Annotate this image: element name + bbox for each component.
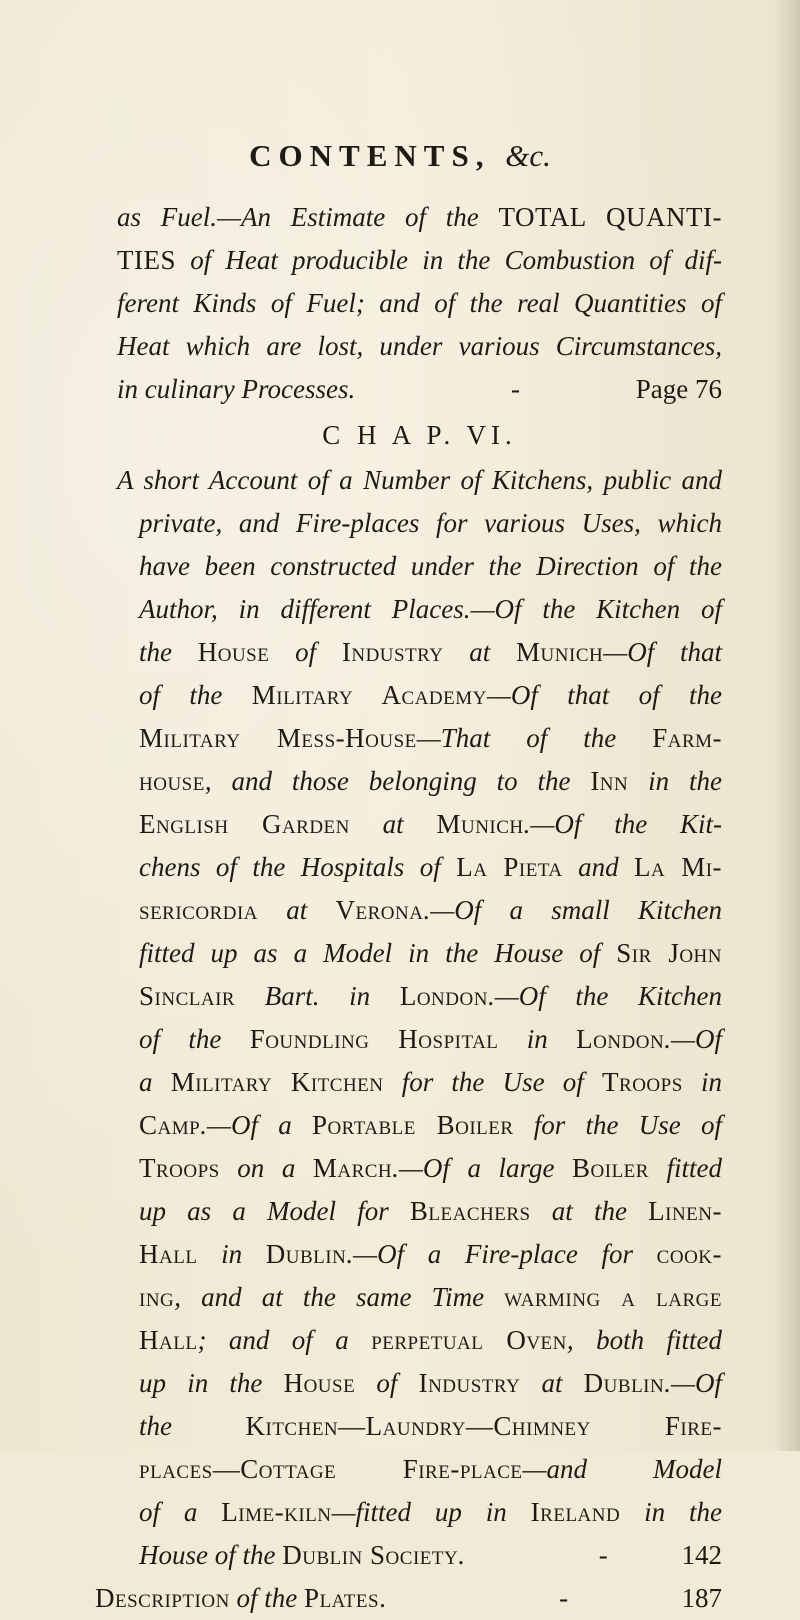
text-run: —Of that	[603, 637, 722, 667]
entry2-line15	[117, 1061, 722, 1104]
text-run-smallcaps: English Garden	[139, 809, 350, 839]
entry2-line5	[117, 631, 722, 674]
text-run: .—Of a small Kitchen	[423, 895, 722, 925]
text-run-smallcaps: house	[139, 766, 205, 796]
text-run: .—Of a	[200, 1110, 312, 1140]
entry2-line13	[117, 975, 722, 1018]
entry2-line10	[117, 846, 722, 889]
entry2-line4	[117, 588, 722, 631]
entry2-line9	[117, 803, 722, 846]
text-run: —Of that of the	[486, 680, 722, 710]
text-run: for the Use of	[383, 1067, 603, 1097]
text-run-smallcaps: Dublin	[265, 1239, 347, 1269]
text-run: Bart.	[235, 981, 320, 1011]
text-run: in	[498, 1024, 577, 1054]
text-run-smallcaps: Boiler	[572, 1153, 649, 1183]
text-run: fitted up as a Model in the House of	[139, 938, 617, 968]
entry2-line8	[117, 760, 722, 803]
text-run: of Heat producible in the Combustion of dif-	[176, 245, 722, 275]
text-run: at	[520, 1368, 584, 1398]
text-run: .—Of a Fire-place for	[346, 1239, 657, 1269]
text-run: .—Of the Kit-	[523, 809, 722, 839]
running-head-title: CONTENTS,	[249, 138, 491, 173]
text-run: the	[139, 637, 198, 667]
text-run-smallcaps: Munich	[436, 809, 524, 839]
text-run: , and at the same Time	[174, 1282, 505, 1312]
text-run: ; and of a	[197, 1325, 372, 1355]
entry2-line12	[117, 932, 722, 975]
text-run: chens of the Hospitals of	[139, 852, 457, 882]
entry2-line17	[117, 1147, 722, 1190]
page-number: Page 76	[635, 374, 722, 404]
text-run: a	[139, 1067, 171, 1097]
text-run-smallcaps: Sir John	[616, 938, 723, 968]
entry2-line21	[117, 1319, 722, 1362]
text-run: in the	[620, 1497, 722, 1527]
page-number: 142	[681, 1540, 722, 1570]
text-run: of the	[229, 1583, 305, 1613]
entry2-line16	[117, 1104, 722, 1147]
text-run: at the	[530, 1196, 649, 1226]
page-edge-shadow	[774, 0, 800, 1451]
text-run-smallcaps: Troops	[602, 1067, 683, 1097]
text-run-smallcaps: TOTAL QUANTI-	[498, 202, 722, 232]
text-run: of	[269, 637, 342, 667]
text-run-smallcaps: Kitchen—Laundry—Chimney Fire-	[245, 1411, 722, 1441]
entry1-line3	[117, 282, 722, 325]
text-run: of a	[139, 1497, 222, 1527]
text-run: House of the	[139, 1540, 283, 1570]
entry1-line1	[117, 196, 722, 239]
entry1-line2	[117, 239, 722, 282]
text-run: at	[443, 637, 517, 667]
text-run-smallcaps: places—Cottage Fire-place	[139, 1454, 523, 1484]
text-run: private, and Fire-places for various Uses, which	[139, 508, 722, 538]
text-run: in	[682, 1067, 722, 1097]
text-run: up in the	[139, 1368, 284, 1398]
text-run-smallcaps: Farm-	[652, 723, 722, 753]
leader-dash: -	[598, 1540, 608, 1570]
text-run: up as a Model for	[139, 1196, 410, 1226]
text-run-smallcaps: House	[283, 1368, 356, 1398]
text-run: .	[458, 1540, 465, 1570]
contents-body	[95, 196, 723, 1620]
text-run-smallcaps: Industry	[418, 1368, 521, 1398]
text-run: in	[319, 981, 400, 1011]
text-run: Heat which are lost, under various Circumstances,	[117, 331, 722, 361]
text-run: , and those belonging to the	[204, 766, 591, 796]
text-run-smallcaps: warming a large	[504, 1282, 722, 1312]
text-run-smallcaps: Hall	[139, 1239, 198, 1269]
entry2-line25	[117, 1491, 722, 1534]
text-run-smallcaps: Ireland	[530, 1497, 621, 1527]
text-run-smallcaps: Description	[95, 1583, 230, 1613]
text-run: on a	[219, 1153, 313, 1183]
text-run-smallcaps: Military Mess-House	[139, 723, 417, 753]
text-run-smallcaps: Military Academy	[251, 680, 487, 710]
chapter-heading: C H A P. VI.	[322, 420, 517, 450]
text-run: at	[258, 895, 336, 925]
entry2-line22	[117, 1362, 722, 1405]
text-run-smallcaps: ing	[139, 1282, 175, 1312]
text-run: A short Account of a Number of Kitchens, public and	[117, 465, 722, 495]
leader-dash: -	[559, 1583, 569, 1613]
text-run: .—Of the Kitchen	[487, 981, 722, 1011]
text-run-smallcaps: Bleachers	[409, 1196, 531, 1226]
page-number: 187	[681, 1583, 722, 1613]
text-run: have been constructed under the Direction of the	[139, 551, 722, 581]
text-run: the	[139, 1411, 246, 1441]
text-run-smallcaps: Linen-	[648, 1196, 722, 1226]
text-run: Author, in different Places.—Of the Kitchen of	[139, 594, 722, 624]
text-run: and	[562, 852, 635, 882]
text-run-smallcaps: Foundling Hospital	[249, 1024, 499, 1054]
text-run-smallcaps: Dublin	[583, 1368, 665, 1398]
text-run: for the Use of	[513, 1110, 722, 1140]
entry2-line19	[117, 1233, 722, 1276]
text-run-smallcaps: perpetual Oven	[371, 1325, 567, 1355]
entry2-line1	[117, 459, 722, 502]
text-run: of the	[139, 680, 252, 710]
running-head	[0, 138, 800, 174]
text-run: in culinary Processes.	[117, 374, 356, 404]
text-run: .—Of a large	[392, 1153, 573, 1183]
entry2-line18	[117, 1190, 722, 1233]
text-run: —That of the	[416, 723, 653, 753]
text-run-smallcaps: Verona	[335, 895, 424, 925]
entry2-line20	[117, 1276, 722, 1319]
text-run-smallcaps: cook-	[656, 1239, 722, 1269]
text-run: .—Of	[664, 1024, 722, 1054]
text-run: as Fuel.—An Estimate of the	[117, 202, 499, 232]
text-run-smallcaps: Inn	[590, 766, 629, 796]
text-run: of the	[139, 1024, 250, 1054]
text-run-smallcaps: La Mi-	[634, 852, 723, 882]
text-run-smallcaps: Lime-kiln	[221, 1497, 332, 1527]
text-run-smallcaps: Plates	[304, 1583, 380, 1613]
text-run-smallcaps: TIES	[117, 245, 176, 275]
text-run: —fitted up in	[331, 1497, 531, 1527]
text-run-smallcaps: Dublin Society	[282, 1540, 459, 1570]
text-run-smallcaps: Sinclair	[139, 981, 236, 1011]
text-run-smallcaps: London	[576, 1024, 665, 1054]
entry2-line26-text	[139, 1534, 465, 1577]
text-run-smallcaps: Munich	[516, 637, 604, 667]
leader-dash: -	[510, 374, 520, 404]
text-run-smallcaps: Troops	[139, 1153, 220, 1183]
text-run: fitted	[648, 1153, 722, 1183]
text-run: at	[349, 809, 437, 839]
running-head-etc: &c.	[505, 138, 551, 173]
entry3-text	[95, 1577, 386, 1620]
text-run: ferent Kinds of Fuel; and of the real Quantities of	[117, 288, 722, 318]
entry1-line5	[117, 368, 722, 411]
entry2-line11	[117, 889, 722, 932]
text-run: —and Model	[522, 1454, 723, 1484]
entry2-line24	[117, 1448, 722, 1491]
entry1-line4	[117, 325, 722, 368]
text-run-smallcaps: Military Kitchen	[170, 1067, 384, 1097]
entry2-line6	[117, 674, 722, 717]
text-run-smallcaps: House	[197, 637, 270, 667]
text-run: of	[355, 1368, 419, 1398]
text-run-smallcaps: sericordia	[139, 895, 259, 925]
text-run: , both fitted	[566, 1325, 722, 1355]
text-run: in	[197, 1239, 266, 1269]
entry2-line14	[117, 1018, 722, 1061]
text-run: .—Of	[664, 1368, 722, 1398]
text-run: .	[379, 1583, 386, 1613]
text-run-smallcaps: London	[399, 981, 488, 1011]
text-run-smallcaps: Hall	[139, 1325, 198, 1355]
entry2-line2	[117, 502, 722, 545]
text-run-smallcaps: Portable Boiler	[311, 1110, 514, 1140]
text-run-smallcaps: Industry	[341, 637, 444, 667]
text-run-smallcaps: Camp	[139, 1110, 201, 1140]
entry2-line3	[117, 545, 722, 588]
text-run-smallcaps: March	[312, 1153, 393, 1183]
text-run: in the	[628, 766, 722, 796]
text-run-smallcaps: La Pieta	[456, 852, 563, 882]
entry2-line26	[117, 1534, 722, 1577]
entry3-line	[95, 1577, 722, 1620]
entry2-line7	[117, 717, 722, 760]
entry2-line23	[117, 1405, 722, 1448]
